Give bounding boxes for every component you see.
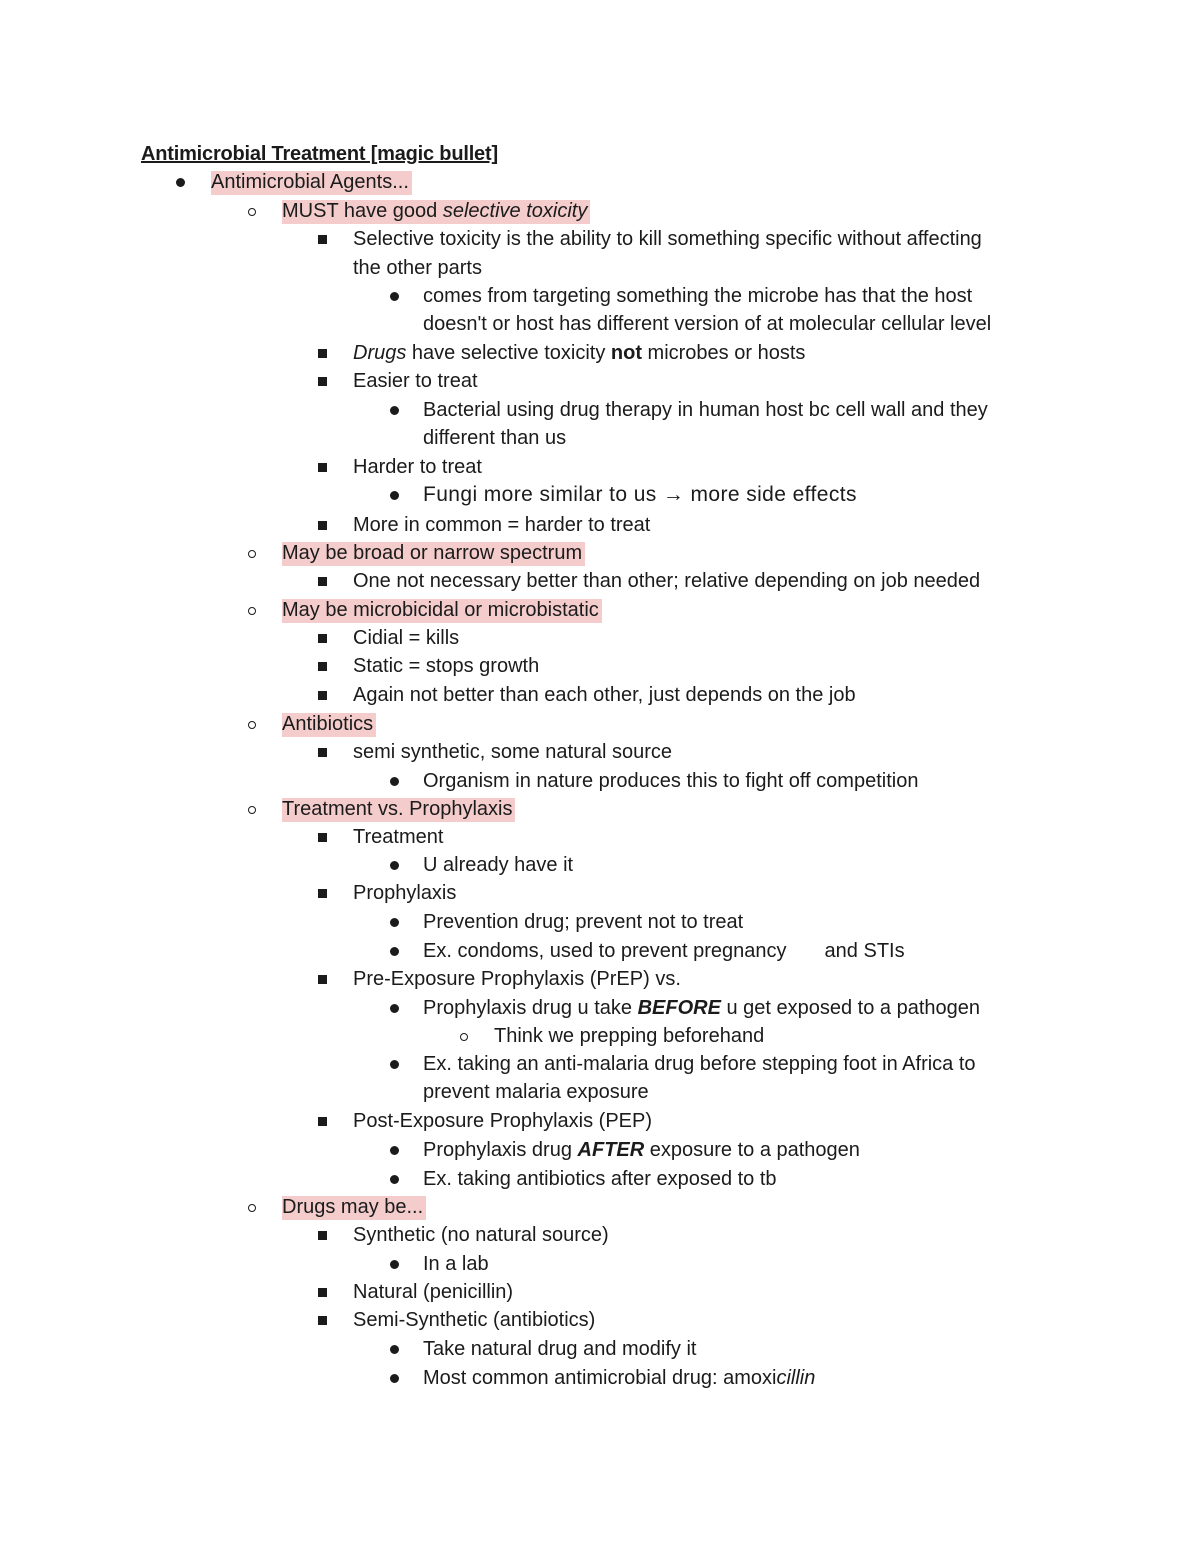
highlighted-text: May be microbicidal or microbistatic [282, 599, 602, 623]
bullet-circle [248, 1193, 256, 1221]
list-item: Ex. taking antibiotics after exposed to tb [423, 1168, 777, 1190]
bullet-circle [248, 710, 256, 738]
list-item: Static = stops growth [353, 655, 540, 677]
bullet-dot [390, 994, 399, 1022]
text-run-bold: not [610, 342, 642, 364]
list-item [423, 937, 905, 965]
list-item: Bacterial using drug therapy in human host bc cell wall and they [423, 399, 988, 421]
list-item: Again not better than each other, just depends on the job [353, 684, 856, 706]
bullet-square [318, 652, 327, 680]
list-item: Think we prepping beforehand [494, 1025, 765, 1047]
bullet-square [318, 453, 327, 481]
list-item: More in common = harder to treat [353, 514, 651, 536]
bullet-square [318, 1107, 327, 1135]
list-item: Ex. taking an anti-malaria drug before stepping foot in Africa to [423, 1053, 976, 1075]
text-run: and STIs [824, 940, 905, 962]
bullet-dot [390, 481, 399, 509]
list-item-l1 [211, 168, 412, 196]
list-item: U already have it [423, 854, 574, 876]
list-item: Fungi more similar to us → more side effects [423, 483, 857, 506]
bullet-dot [390, 396, 399, 424]
list-item: Semi-Synthetic (antibiotics) [353, 1309, 596, 1331]
list-item: Treatment [353, 826, 444, 848]
text-run-bold-italic: BEFORE [637, 997, 721, 1019]
bullet-dot [390, 1250, 399, 1278]
list-item: Selective toxicity is the ability to kill something specific without affecting [353, 228, 982, 250]
bullet-dot [176, 168, 185, 196]
list-item [282, 710, 376, 738]
list-item: Organism in nature produces this to fight off competition [423, 770, 919, 792]
text-run: Most common antimicrobial drug: amoxi [423, 1367, 777, 1389]
list-item [282, 596, 602, 624]
text-run: Prophylaxis drug [423, 1139, 578, 1161]
bullet-circle [248, 795, 256, 823]
bullet-square [318, 738, 327, 766]
highlighted-text: Antimicrobial Agents... [211, 171, 412, 195]
list-item [423, 1364, 815, 1392]
bullet-square [318, 1278, 327, 1306]
bullet-dot [390, 851, 399, 879]
list-item: Easier to treat [353, 370, 478, 392]
bullet-square [318, 965, 327, 993]
list-item [282, 1193, 426, 1221]
text-run: Ex. condoms, used to prevent pregnancy [423, 940, 787, 962]
bullet-dot [390, 1050, 399, 1078]
list-item: Natural (penicillin) [353, 1281, 514, 1303]
list-item: One not necessary better than other; relative depending on job needed [353, 570, 981, 592]
text-run: microbes or hosts [641, 342, 806, 364]
list-item: Harder to treat [353, 456, 482, 478]
list-item [423, 1136, 860, 1164]
bullet-square [318, 511, 327, 539]
bullet-dot [390, 937, 399, 965]
bullet-square [318, 879, 327, 907]
bullet-square [318, 681, 327, 709]
text-run: have selective toxicity [406, 342, 611, 364]
bullet-dot [390, 908, 399, 936]
list-item: semi synthetic, some natural source [353, 741, 673, 763]
list-item: Prophylaxis [353, 882, 457, 904]
list-item: Synthetic (no natural source) [353, 1224, 609, 1246]
bullet-square [318, 1221, 327, 1249]
bullet-square [318, 624, 327, 652]
bullet-square [318, 823, 327, 851]
highlighted-text: Treatment vs. Prophylaxis [282, 798, 515, 822]
text-run: MUST have good [282, 200, 443, 222]
text-run-italic: Drugs [353, 342, 407, 364]
text-run: u get exposed to a pathogen [720, 997, 981, 1019]
bullet-dot [390, 1165, 399, 1193]
list-item [282, 197, 590, 225]
list-item-continuation: doesn't or host has different version of at molecular cellular level [423, 313, 992, 335]
list-item: Cidial = kills [353, 627, 460, 649]
list-item [282, 795, 515, 823]
list-item: In a lab [423, 1253, 489, 1275]
text-run: exposure to a pathogen [644, 1139, 860, 1161]
bullet-square [318, 225, 327, 253]
list-item-continuation: prevent malaria exposure [423, 1081, 649, 1103]
text-run-italic: cillin [776, 1367, 816, 1389]
document-title: Antimicrobial Treatment [magic bullet] [141, 143, 498, 165]
list-item: comes from targeting something the microbe has that the host [423, 285, 973, 307]
list-item-continuation: different than us [423, 427, 567, 449]
bullet-circle [248, 539, 256, 567]
text-run-bold-italic: AFTER [577, 1139, 645, 1161]
bullet-square [318, 367, 327, 395]
list-item [353, 339, 805, 367]
bullet-dot [390, 1335, 399, 1363]
bullet-circle [248, 197, 256, 225]
bullet-dot [390, 282, 399, 310]
text-run: Prophylaxis drug u take [423, 997, 638, 1019]
highlighted-text: May be broad or narrow spectrum [282, 542, 585, 566]
bullet-square [318, 1306, 327, 1334]
list-item [423, 994, 980, 1022]
list-item: Take natural drug and modify it [423, 1338, 697, 1360]
bullet-dot [390, 767, 399, 795]
list-item: Prevention drug; prevent not to treat [423, 911, 744, 933]
bullet-dot [390, 1136, 399, 1164]
list-item [282, 539, 585, 567]
list-item: Pre-Exposure Prophylaxis (PrEP) vs. [353, 968, 681, 990]
text-run-italic: selective toxicity [442, 200, 588, 222]
bullet-circle [248, 596, 256, 624]
highlighted-text: Antibiotics [282, 713, 376, 737]
list-item: Post-Exposure Prophylaxis (PEP) [353, 1110, 653, 1132]
list-item-continuation: the other parts [353, 257, 482, 279]
bullet-square [318, 567, 327, 595]
bullet-square [318, 339, 327, 367]
bullet-circle [460, 1022, 468, 1050]
highlighted-text: Drugs may be... [282, 1196, 426, 1220]
bullet-dot [390, 1364, 399, 1392]
